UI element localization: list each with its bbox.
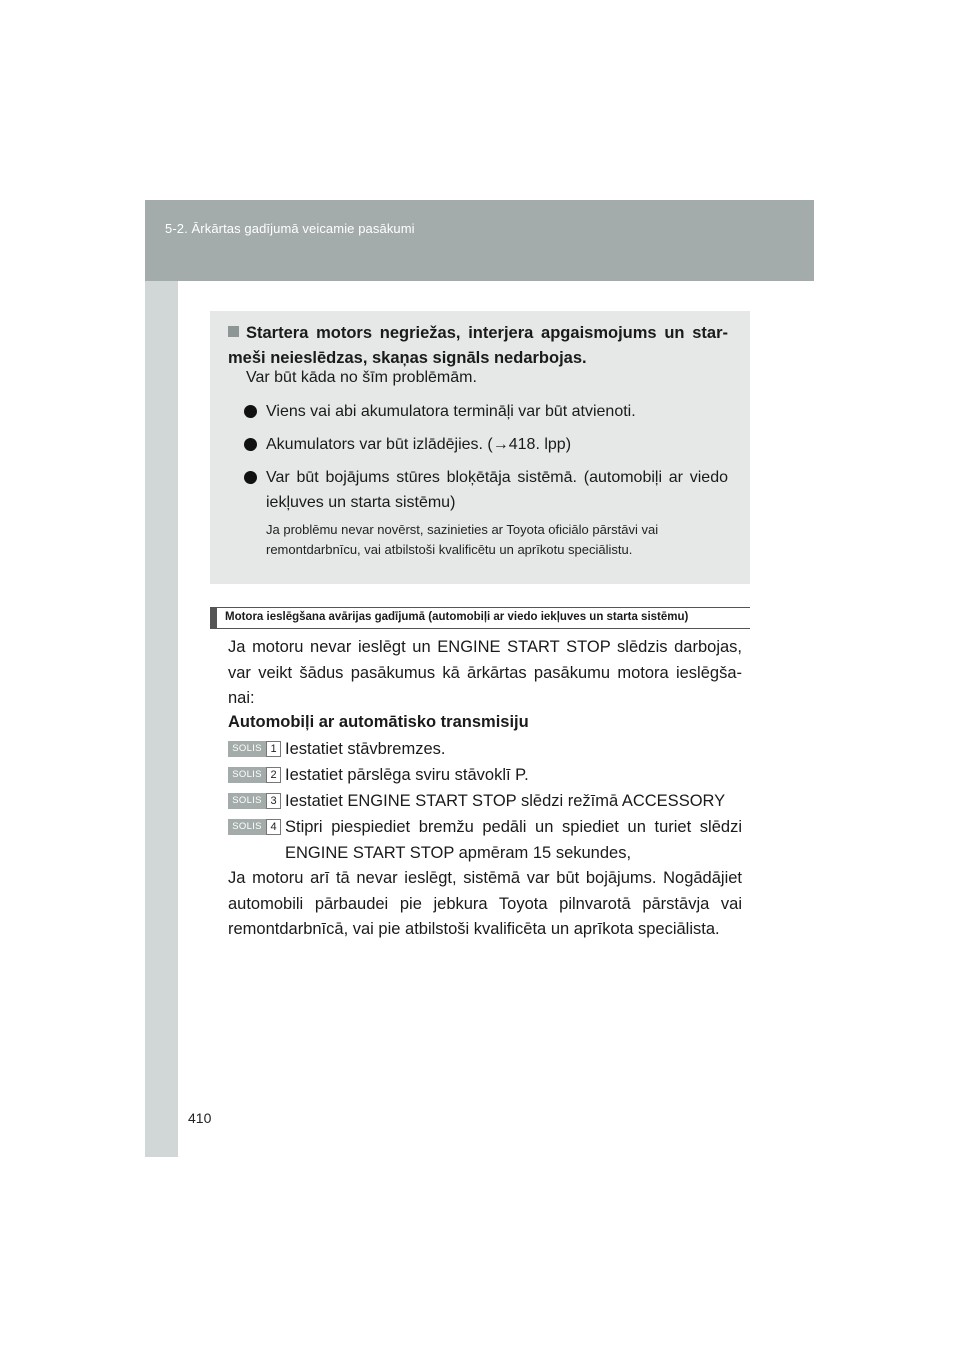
step-badge bbox=[228, 767, 281, 783]
bullet-item bbox=[244, 465, 728, 515]
bullet-dot-icon bbox=[244, 405, 257, 418]
bullet-item bbox=[244, 399, 728, 424]
step-text: Iestatiet stāvbremzes. bbox=[285, 740, 446, 758]
step-number: 4 bbox=[266, 819, 281, 835]
step-number: 3 bbox=[266, 793, 281, 809]
square-bullet-icon bbox=[228, 326, 239, 337]
step-badge bbox=[228, 741, 281, 757]
bullet-dot-icon bbox=[244, 471, 257, 484]
header-band bbox=[145, 200, 814, 281]
step-text: Iestatiet pārslēga sviru stāvoklī P. bbox=[285, 766, 529, 784]
step-word: SOLIS bbox=[228, 793, 266, 809]
bullet-text: Var būt bojājums stūres bloķētāja sistēmā. (automobiļi ar viedo iekļuves un starta sistēmu) bbox=[266, 469, 728, 511]
bullet-item bbox=[244, 432, 728, 457]
info-box-heading-text: Startera motors negriežas, interjera apgaismojums un star-meši neieslēdzas, skaņas signāls nedarbojas. bbox=[228, 324, 728, 367]
section-marker bbox=[210, 607, 217, 629]
step-text: Stipri piespiediet bremžu pedāli un spiediet un turiet slēdzi ENGINE START STOP apmēram 15 sekundes, bbox=[285, 818, 742, 862]
step-item bbox=[228, 789, 742, 815]
closing-paragraph: Ja motoru arī tā nevar ieslēgt, sistēmā var būt bojājums. Nogādājiet automobili pārbaudei pie jebkura Toyota pilnvarotā pārstāvja vai remontdarbnīcā, vai pie atbilstoši kvalificēta un aprīkota speciālista. bbox=[228, 869, 742, 938]
step-word: SOLIS bbox=[228, 767, 266, 783]
step-number: 1 bbox=[266, 741, 281, 757]
section-intro: Ja motoru nevar ieslēgt un ENGINE START STOP slēdzis darbojas, var veikt šādus pasākumus kā ārkārtas pasākumu motora ieslēgša-nai: bbox=[228, 638, 742, 707]
section-heading-bar bbox=[210, 607, 750, 629]
page-number: 410 bbox=[188, 1110, 212, 1126]
step-text: Iestatiet ENGINE START STOP slēdzi režīmā ACCESSORY bbox=[285, 792, 726, 810]
step-item bbox=[228, 737, 742, 763]
step-number: 2 bbox=[266, 767, 281, 783]
section-heading: Motora ieslēgšana avārijas gadījumā (automobiļi ar viedo iekļuves un starta sistēmu) bbox=[225, 611, 689, 623]
info-box-heading bbox=[228, 321, 728, 371]
step-item bbox=[228, 763, 742, 789]
side-bar bbox=[145, 281, 178, 1157]
subheading: Automobiļi ar automātisko transmisiju bbox=[228, 713, 529, 731]
step-word: SOLIS bbox=[228, 741, 266, 757]
step-badge bbox=[228, 793, 281, 809]
bullet-text: Akumulators var būt izlādējies. (→418. lpp) bbox=[266, 436, 572, 453]
bullet-text: Viens vai abi akumulatora termināļi var būt atvienoti. bbox=[266, 403, 636, 420]
info-box-intro: Var būt kāda no šīm problēmām. bbox=[246, 369, 477, 386]
section-title: 5-2. Ārkārtas gadījumā veicamie pasākumi bbox=[165, 221, 415, 236]
step-word: SOLIS bbox=[228, 819, 266, 835]
step-badge bbox=[228, 819, 281, 835]
info-box-note: Ja problēmu nevar novērst, sazinieties ar Toyota oficiālo pārstāvi vai remontdarbnīcu, vai atbilstoši kvalificētu un aprīkotu speciālistu. bbox=[266, 522, 659, 557]
bullet-dot-icon bbox=[244, 438, 257, 451]
step-item bbox=[228, 815, 742, 866]
